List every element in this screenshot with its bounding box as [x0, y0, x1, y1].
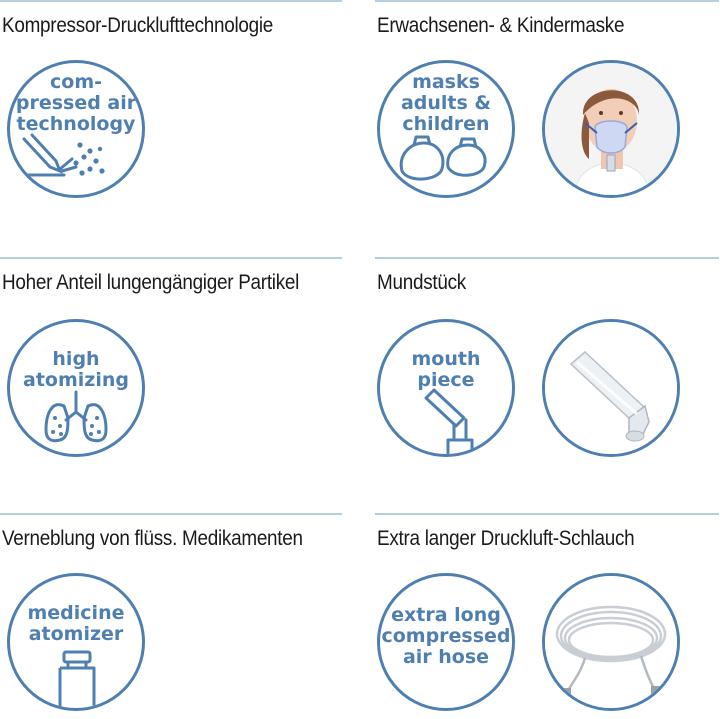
feature-badge — [377, 319, 515, 457]
air-hose-photo — [542, 573, 680, 711]
badge-line: extra long — [391, 604, 501, 626]
badge-line: adults & — [400, 92, 492, 114]
mouthpiece-icon — [380, 322, 512, 454]
badge-line: masks — [412, 71, 480, 93]
feature-badge — [7, 573, 145, 711]
badge-line: atomizing — [23, 369, 129, 391]
badge-line: atomizer — [28, 623, 124, 645]
badge-line: mouth — [411, 348, 481, 370]
divider — [0, 513, 342, 515]
badge-line: children — [402, 113, 490, 135]
badge-line: technology — [16, 113, 136, 135]
feature-title: Extra langer Druckluft-Schlauch — [377, 527, 635, 550]
mouthpiece-photo — [542, 319, 680, 457]
badge-line: pressed air — [15, 92, 137, 114]
feature-title: Mundstück — [377, 271, 466, 294]
divider — [375, 0, 719, 2]
badge-line: air hose — [402, 646, 490, 668]
feature-badge — [7, 319, 145, 457]
divider — [375, 513, 719, 515]
feature-title: Erwachsenen- & Kindermaske — [377, 14, 625, 37]
badge-line: com- — [50, 71, 102, 93]
divider — [375, 257, 719, 259]
feature-title: Kompressor-Drucklufttechnologie — [2, 14, 274, 37]
divider — [0, 257, 342, 259]
badge-line: medicine — [27, 602, 125, 624]
badge-line: high — [52, 348, 100, 370]
medicine-bottle-icon — [10, 576, 142, 708]
woman-wearing-mask-photo — [542, 60, 680, 198]
divider — [0, 0, 342, 2]
feature-title: Verneblung von flüss. Medikamenten — [2, 527, 303, 550]
feature-badge — [377, 573, 515, 711]
badge-line: piece — [417, 369, 475, 391]
feature-badge — [7, 60, 145, 198]
feature-title: Hoher Anteil lungengängiger Partikel — [2, 271, 300, 294]
compressed-air-icon — [10, 63, 142, 195]
badge-line: compressed — [381, 625, 511, 647]
feature-badge — [377, 60, 515, 198]
lungs-icon — [10, 322, 142, 454]
masks-icon — [380, 63, 512, 195]
